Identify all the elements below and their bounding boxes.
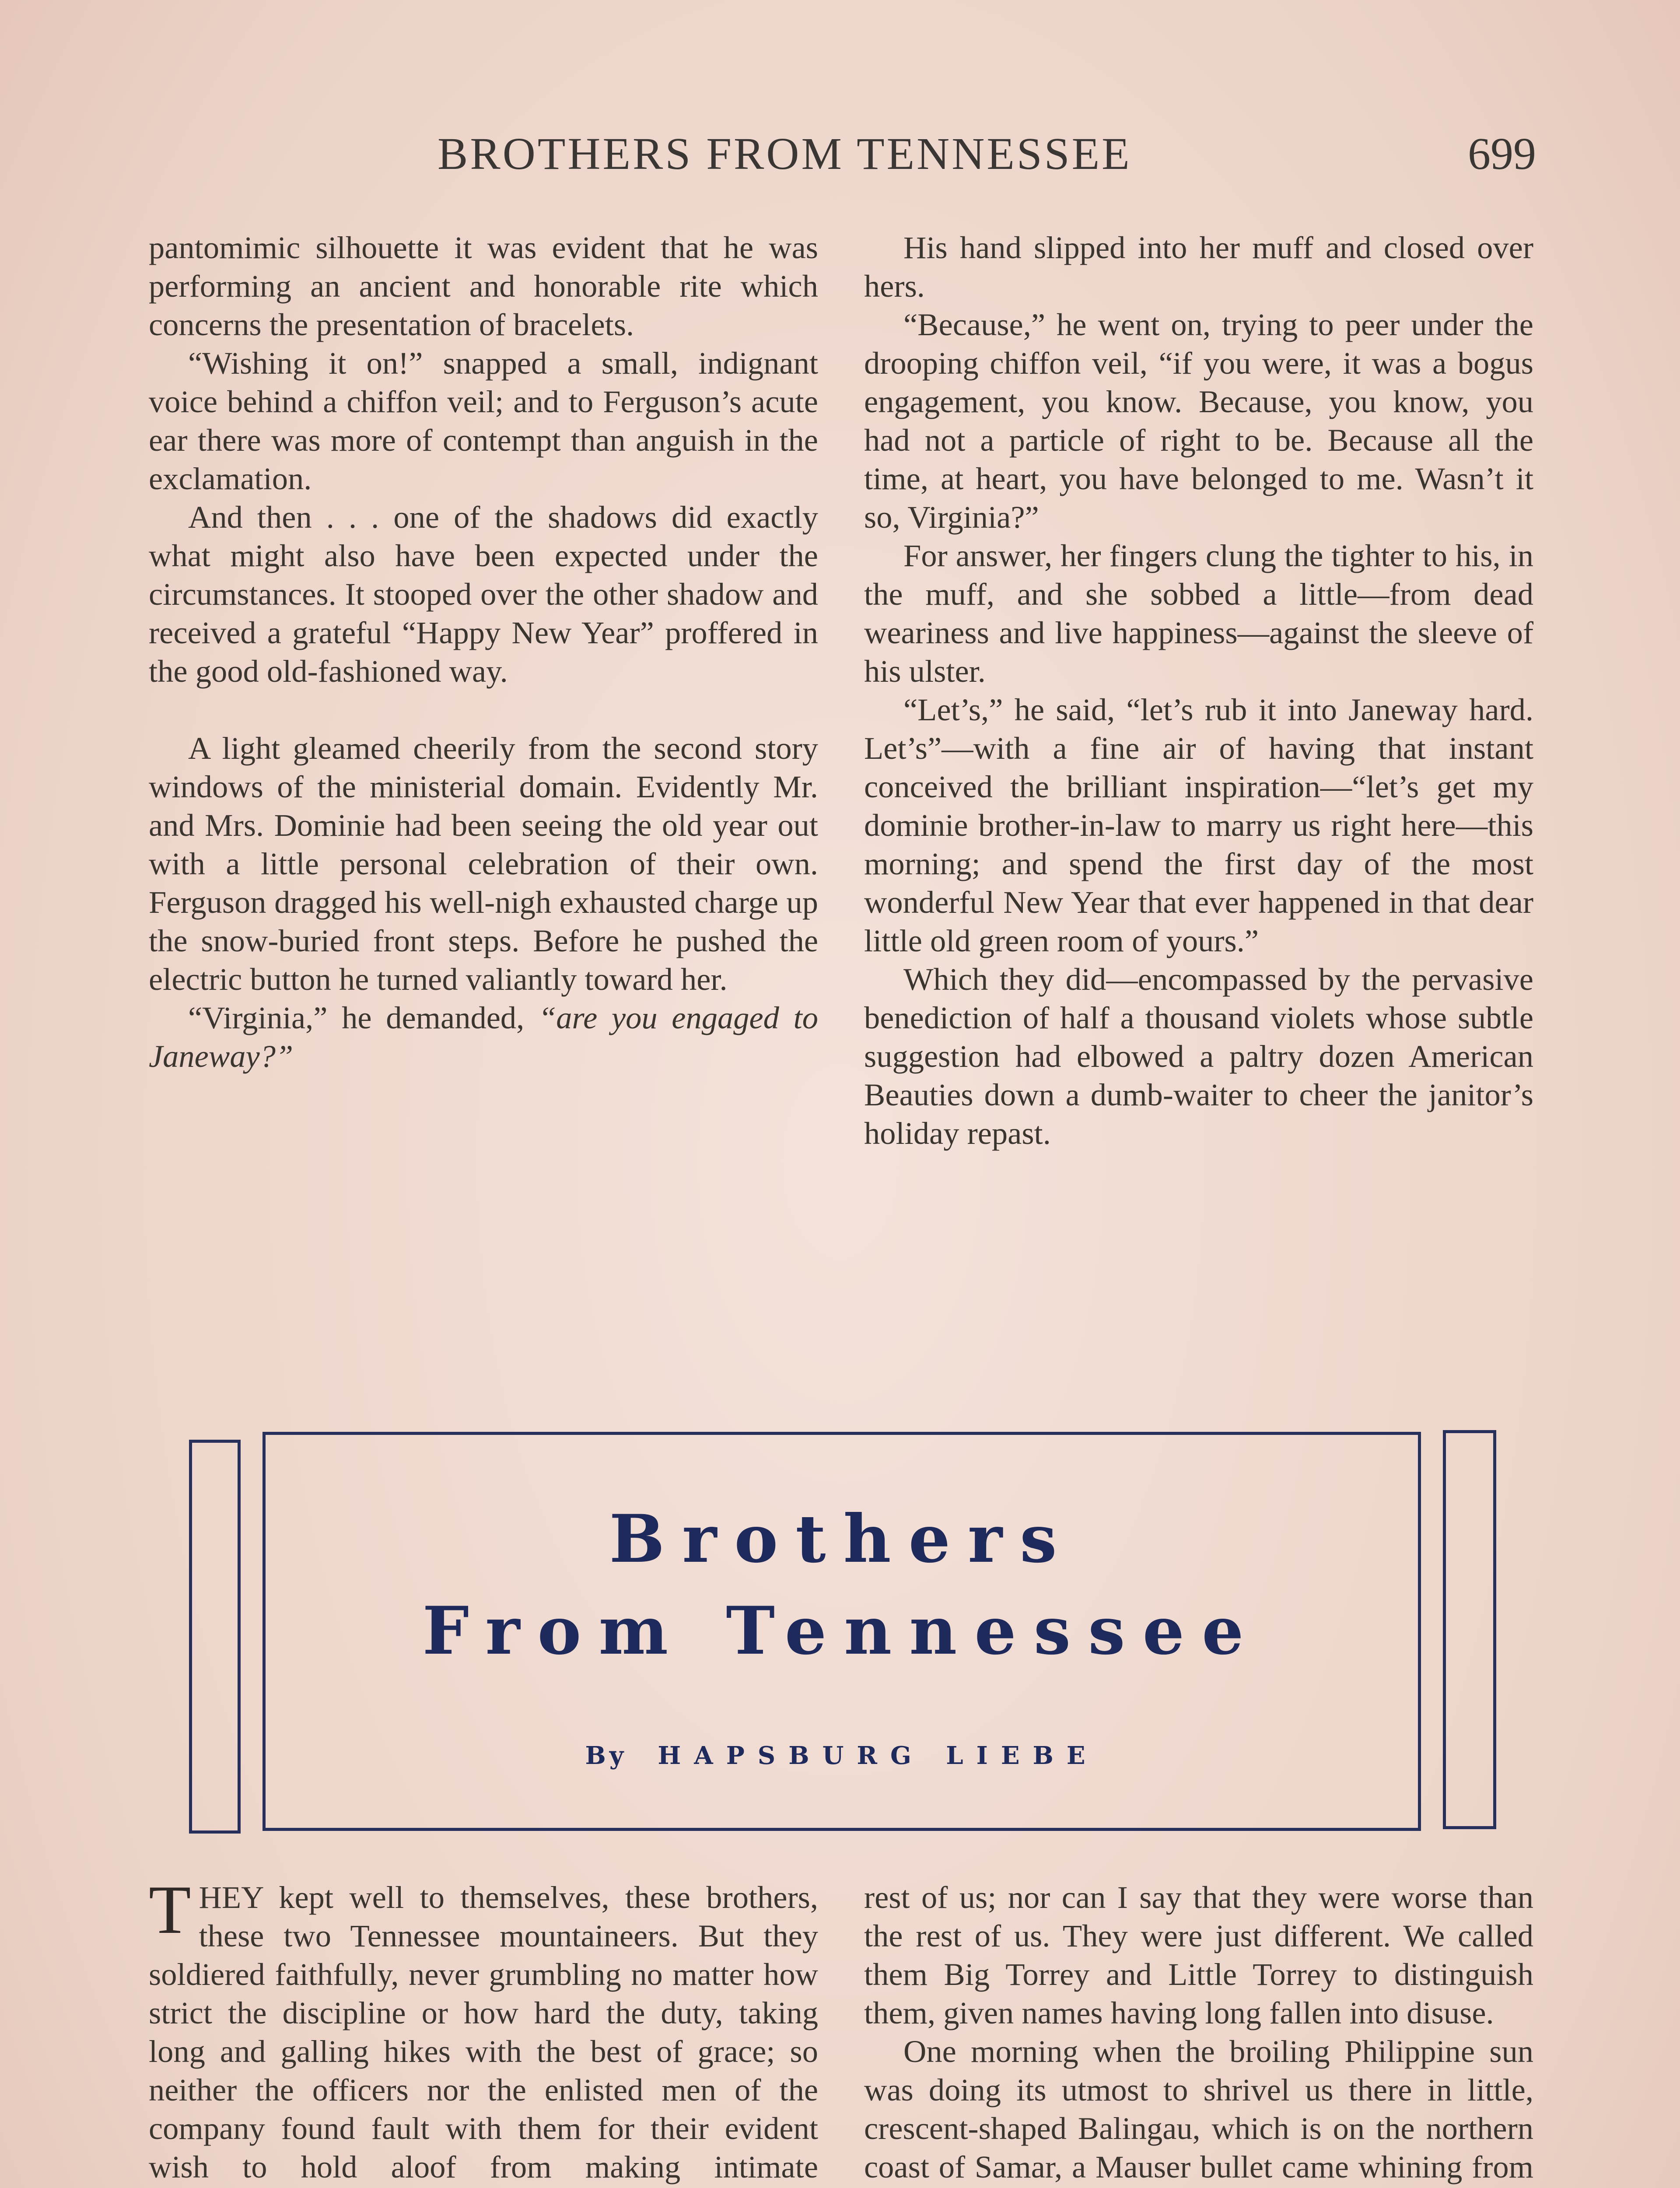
paragraph: “Because,” he went on, trying to peer under the drooping chiffon veil, “if you were, it was a bogus engagement, you know. Because, you know, you had not a particle of right to be. Because all the time, at heart, you have belonged to me. Wasn’t it so, Virginia?” [864,307,1533,535]
page-number: 699 [1468,129,1536,179]
new-story-left-column [149,1872,818,2188]
story-title-box [262,1432,1421,1831]
running-header [0,128,1680,193]
opening-text: HEY kept well to themselves, these brothers, these two Tennessee mountaineers. But they soldiered faithfully, never grumbling no matter how strict the discipline or how hard the duty, taking long and galling hikes with the best of grace; so neither the officers nor the enlisted men of the company found fault with them for their evident wish to hold aloof from making intimate [149,1879,818,2184]
story-title-line-2: From Tennessee [422,1592,1261,1669]
paragraph: For answer, her fingers clung the tighter to his, in the muff, and she sobbed a little—from dead weariness and live happiness—against the sleeve of his ulster. [864,538,1533,689]
paragraph: “Wishing it on!” snapped a small, indignant voice behind a chiffon veil; and to Ferguson’s acute ear there was more of contempt than anguish in the exclamation. [149,345,818,496]
running-title: BROTHERS FROM TENNESSEE [438,129,1132,179]
opening-paragraph [149,1872,818,2188]
paragraph: pantomimic silhouette it was evident that he was performing an ancient and honorable rite which concerns the presentation of bracelets. [149,230,818,342]
title-frame-left-bar [189,1440,241,1834]
paragraph: “Let’s,” he said, “let’s rub it into Janeway hard. Let’s”—with a fine air of having that instant conceived the brilliant inspiration—“let’s get my dominie brother-in-law to marry us right here—this morning; and spend the first day of the most wonderful New Year that ever happened in that dear little old green room of yours.” [864,692,1533,958]
paragraph: Which they did—encompassed by the pervasive benediction of half a thousand violets whose subtle suggestion had elbowed a paltry dozen American Beauties down a dumb-waiter to cheer the janitor’s holiday repast. [864,961,1533,1151]
byline [266,1741,1418,1770]
previous-story-left-column [149,228,818,1076]
paragraph: A light gleamed cheerily from the second story windows of the ministerial domain. Evidently Mr. and Mrs. Dominie had been seeing the old year out with a little personal celebration of their own. Ferguson dragged his well-nigh exhausted charge up the snow-buried front steps. Before he pushed the electric button he turned valiantly toward her. [149,730,818,997]
previous-story-right-column [864,228,1533,1153]
byline-by: By [585,1741,627,1770]
dialogue-text: “Virginia,” he demanded, [188,1000,525,1035]
paragraph: rest of us; nor can I say that they were worse than the rest of us. They were just different. We called them Big Torrey and Little Torrey to distinguish them, given names having long fallen into disuse. [864,1879,1533,2030]
new-story-right-column [864,1878,1533,2188]
paragraph-question [149,999,818,1076]
paragraph: And then . . . one of the shadows did exactly what might also have been expected under the circumstances. It stooped over the other shadow and received a grateful “Happy New Year” proffered in the good old-fashioned way. [149,499,818,689]
title-frame-right-bar [1443,1430,1496,1829]
paragraph: His hand slipped into her muff and closed over hers. [864,230,1533,304]
author-name: HAPSBURG LIEBE [658,1741,1099,1770]
paragraph: One morning when the broiling Philippine sun was doing its utmost to shrivel us there in little, crescent-shaped Balingau, which is on the northern coast of Samar, a Mauser bullet came whining from [864,2034,1533,2184]
drop-cap: T [149,1872,191,1948]
italic-question: “are you engaged to Janeway?” [149,1000,818,1074]
story-title-line-1: Brothers [609,1501,1074,1578]
